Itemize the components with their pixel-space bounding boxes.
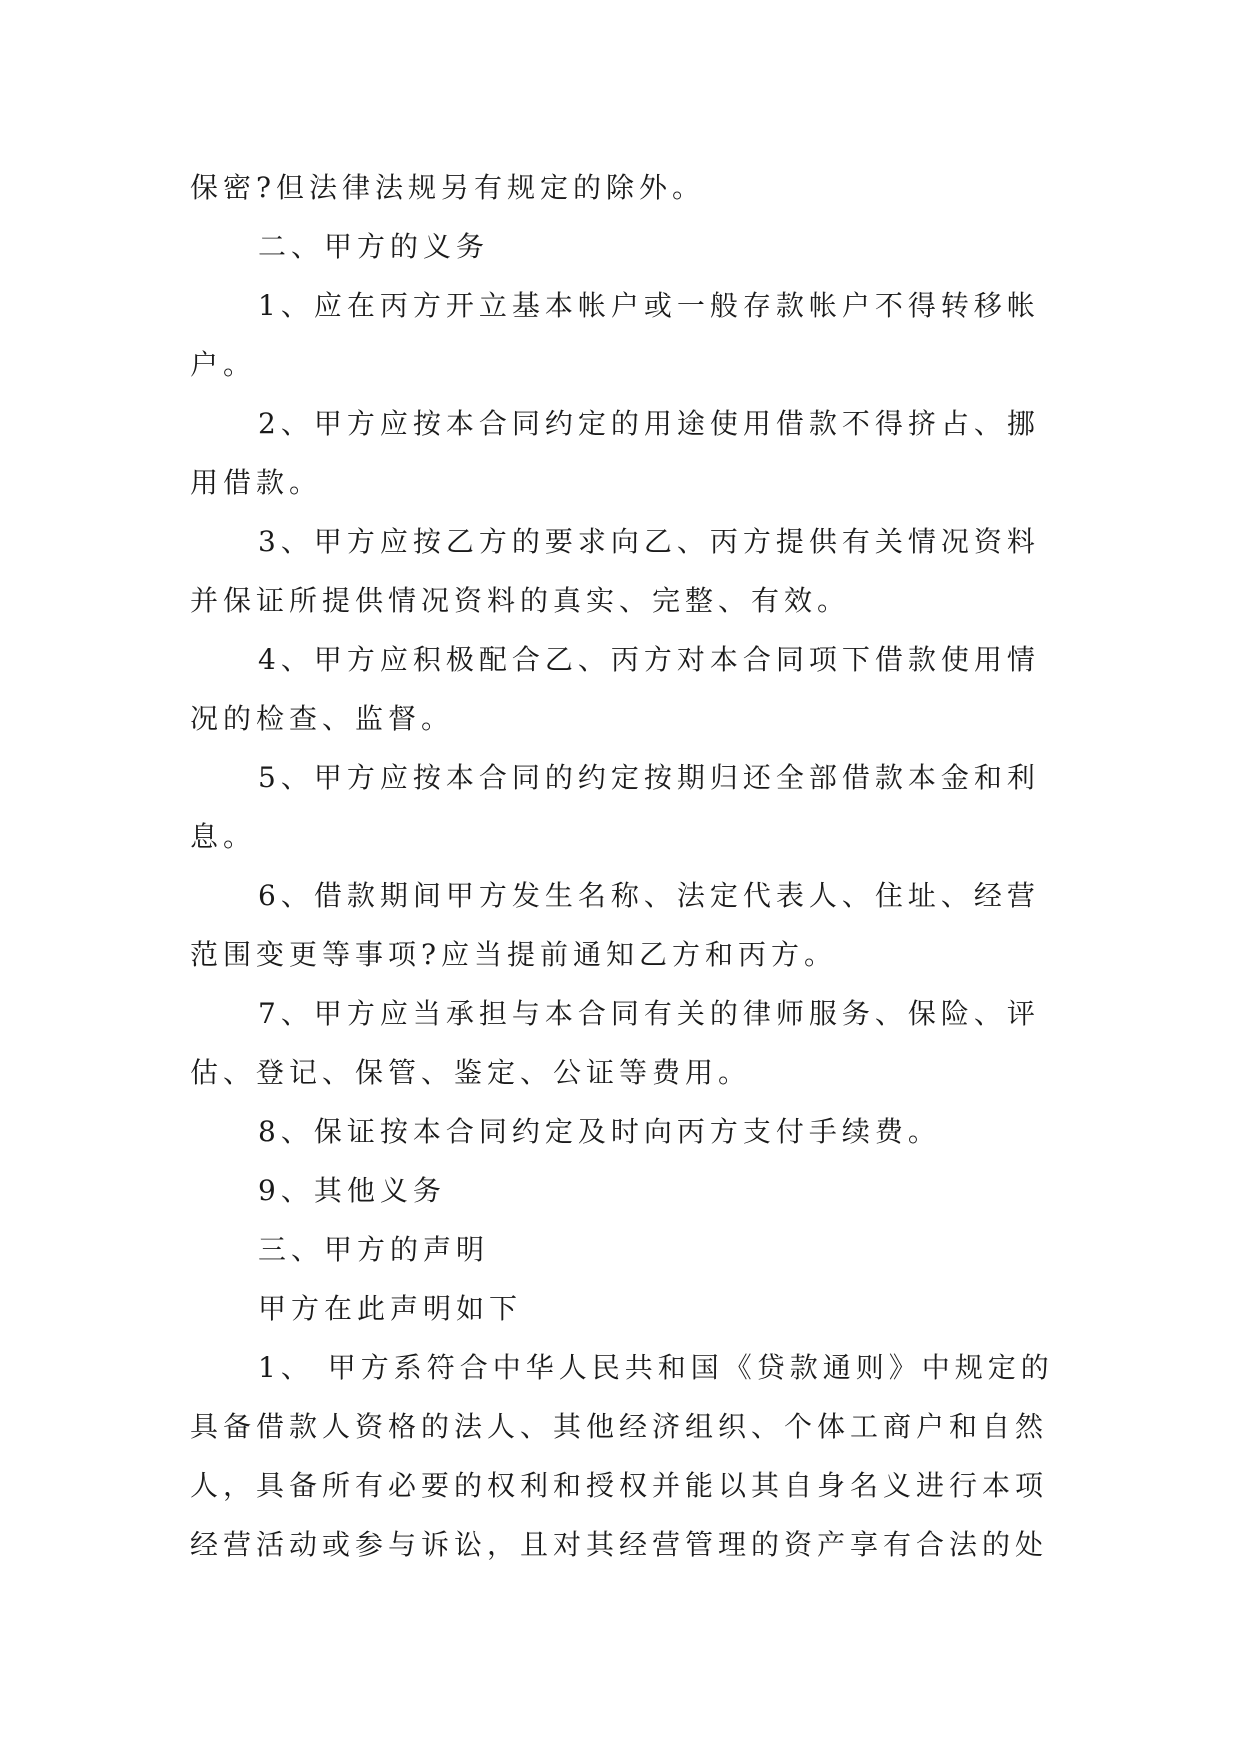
text-line: 7、甲方应当承担与本合同有关的律师服务、保险、评: [258, 997, 1040, 1030]
text-line: 并保证所提供情况资料的真实、完整、有效。: [190, 584, 851, 617]
text-line: 9、其他义务: [258, 1174, 446, 1207]
text-line: 1、应在丙方开立基本帐户或一般存款帐户不得转移帐: [258, 289, 1040, 322]
text-line: 范围变更等事项?应当提前通知乙方和丙方。: [190, 938, 838, 971]
text-line: 3、甲方应按乙方的要求向乙、丙方提供有关情况资料: [258, 525, 1040, 558]
text-line: 甲方在此声明如下: [258, 1292, 523, 1325]
text-line: 具备借款人资格的法人、其他经济组织、个体工商户和自然: [190, 1410, 1049, 1443]
text-line: 用借款。: [190, 466, 323, 499]
text-line: 8、保证按本合同约定及时向丙方支付手续费。: [258, 1115, 941, 1148]
text-line: 5、甲方应按本合同的约定按期归还全部借款本金和利: [258, 761, 1040, 794]
section-heading: 二、甲方的义务: [258, 230, 490, 263]
text-line: 保密?但法律法规另有规定的除外。: [190, 171, 706, 204]
text-line: 息。: [190, 820, 257, 853]
text-line: 户。: [190, 348, 257, 381]
text-line: 1、 甲方系符合中华人民共和国《贷款通则》中规定的: [258, 1351, 1054, 1384]
text-line: 2、甲方应按本合同约定的用途使用借款不得挤占、挪: [258, 407, 1040, 440]
section-heading: 三、甲方的声明: [258, 1233, 490, 1266]
text-line: 4、甲方应积极配合乙、丙方对本合同项下借款使用情: [258, 643, 1040, 676]
text-line: 况的检查、监督。: [190, 702, 455, 735]
text-line: 人，具备所有必要的权利和授权并能以其自身名义进行本项: [190, 1469, 1049, 1502]
text-line: 6、借款期间甲方发生名称、法定代表人、住址、经营: [258, 879, 1040, 912]
text-line: 估、登记、保管、鉴定、公证等费用。: [190, 1056, 752, 1089]
text-line: 经营活动或参与诉讼，且对其经营管理的资产享有合法的处: [190, 1528, 1049, 1561]
